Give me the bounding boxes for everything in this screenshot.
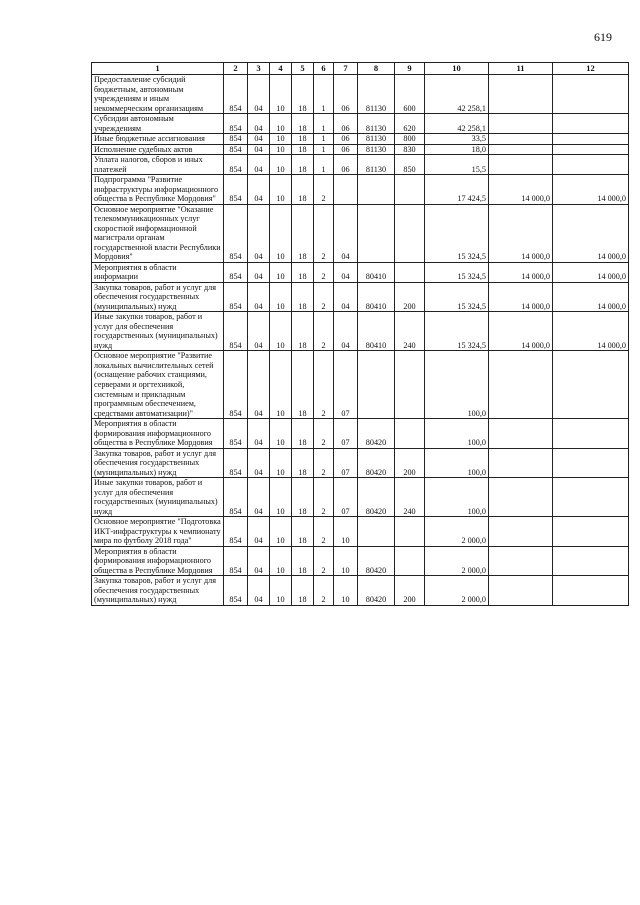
target-article-cell	[358, 517, 395, 547]
amount-col11-cell	[489, 75, 553, 114]
table-row	[92, 155, 629, 175]
code-6-cell: 2	[314, 517, 334, 547]
target-article-cell: 80410	[358, 312, 395, 351]
amount-col10-cell: 18,0	[425, 144, 489, 155]
column-header: 7	[334, 63, 358, 75]
budget-table	[91, 62, 629, 606]
column-header: 6	[314, 63, 334, 75]
column-header: 12	[553, 63, 629, 75]
name-cell: Иные закупки товаров, работ и услуг для обеспечения государственных (муниципальных) нужд	[92, 312, 224, 351]
code-5-cell: 18	[292, 75, 314, 114]
section-cell: 854	[224, 155, 248, 175]
amount-col11-cell: 14 000,0	[489, 312, 553, 351]
code-7-cell: 06	[334, 114, 358, 134]
code-7-cell: 04	[334, 204, 358, 262]
amount-col12-cell: 14 000,0	[553, 175, 629, 205]
target-article-cell: 81130	[358, 134, 395, 145]
code-4-cell: 10	[270, 144, 292, 155]
target-article-cell: 81130	[358, 144, 395, 155]
section-cell: 854	[224, 419, 248, 449]
code-3-cell: 04	[248, 155, 270, 175]
amount-col12-cell	[553, 134, 629, 145]
section-cell: 854	[224, 351, 248, 419]
expense-type-cell: 200	[395, 576, 425, 606]
target-article-cell: 80420	[358, 478, 395, 517]
amount-col11-cell	[489, 546, 553, 576]
code-6-cell: 2	[314, 448, 334, 478]
amount-col10-cell: 33,5	[425, 134, 489, 145]
code-6-cell: 2	[314, 312, 334, 351]
code-4-cell: 10	[270, 351, 292, 419]
table-row	[92, 546, 629, 576]
amount-col10-cell: 2 000,0	[425, 517, 489, 547]
code-6-cell: 2	[314, 351, 334, 419]
code-5-cell: 18	[292, 351, 314, 419]
code-4-cell: 10	[270, 175, 292, 205]
amount-col10-cell: 15 324,5	[425, 262, 489, 282]
table-row	[92, 262, 629, 282]
target-article-cell: 80420	[358, 576, 395, 606]
page-number: 619	[594, 30, 612, 44]
code-5-cell: 18	[292, 175, 314, 205]
expense-type-cell	[395, 175, 425, 205]
amount-col11-cell	[489, 419, 553, 449]
code-6-cell: 1	[314, 155, 334, 175]
code-6-cell: 2	[314, 262, 334, 282]
code-7-cell: 07	[334, 419, 358, 449]
expense-type-cell	[395, 419, 425, 449]
code-6-cell: 1	[314, 75, 334, 114]
amount-col12-cell	[553, 351, 629, 419]
expense-type-cell: 240	[395, 478, 425, 517]
code-5-cell: 18	[292, 114, 314, 134]
name-cell: Закупка товаров, работ и услуг для обеспечения государственных (муниципальных) нужд	[92, 576, 224, 606]
code-5-cell: 18	[292, 134, 314, 145]
code-3-cell: 04	[248, 175, 270, 205]
name-cell: Основное мероприятие "Оказание телекоммуникационных услуг скоростной информационной магистрали органам государственной власти Республики Мордовия"	[92, 204, 224, 262]
amount-col10-cell: 100,0	[425, 419, 489, 449]
code-6-cell: 2	[314, 282, 334, 312]
table-row	[92, 478, 629, 517]
section-cell: 854	[224, 114, 248, 134]
name-cell: Предоставление субсидий бюджетным, автономным учреждениям и иным некоммерческим организациям	[92, 75, 224, 114]
amount-col12-cell	[553, 114, 629, 134]
section-cell: 854	[224, 478, 248, 517]
code-3-cell: 04	[248, 204, 270, 262]
code-5-cell: 18	[292, 478, 314, 517]
target-article-cell: 80410	[358, 282, 395, 312]
amount-col12-cell	[553, 546, 629, 576]
section-cell: 854	[224, 546, 248, 576]
expense-type-cell	[395, 351, 425, 419]
table-row	[92, 134, 629, 145]
code-4-cell: 10	[270, 262, 292, 282]
code-7-cell: 04	[334, 262, 358, 282]
column-header: 11	[489, 63, 553, 75]
column-header: 8	[358, 63, 395, 75]
code-3-cell: 04	[248, 282, 270, 312]
amount-col11-cell	[489, 576, 553, 606]
expense-type-cell	[395, 262, 425, 282]
code-4-cell: 10	[270, 312, 292, 351]
name-cell: Основное мероприятие "Подготовка ИКТ-инфраструктуры к чемпионату мира по футболу 2018 года"	[92, 517, 224, 547]
table-row	[92, 517, 629, 547]
code-3-cell: 04	[248, 144, 270, 155]
table-row	[92, 282, 629, 312]
code-5-cell: 18	[292, 419, 314, 449]
code-6-cell: 2	[314, 576, 334, 606]
expense-type-cell: 200	[395, 448, 425, 478]
section-cell: 854	[224, 175, 248, 205]
code-7-cell: 07	[334, 478, 358, 517]
target-article-cell	[358, 351, 395, 419]
code-5-cell: 18	[292, 546, 314, 576]
amount-col11-cell	[489, 351, 553, 419]
code-3-cell: 04	[248, 351, 270, 419]
code-3-cell: 04	[248, 75, 270, 114]
amount-col10-cell: 15 324,5	[425, 204, 489, 262]
code-6-cell: 2	[314, 419, 334, 449]
target-article-cell: 81130	[358, 155, 395, 175]
amount-col10-cell: 15 324,5	[425, 282, 489, 312]
amount-col10-cell: 2 000,0	[425, 576, 489, 606]
name-cell: Субсидии автономным учреждениям	[92, 114, 224, 134]
amount-col12-cell	[553, 448, 629, 478]
section-cell: 854	[224, 312, 248, 351]
code-7-cell: 10	[334, 546, 358, 576]
expense-type-cell: 800	[395, 134, 425, 145]
section-cell: 854	[224, 282, 248, 312]
column-header: 9	[395, 63, 425, 75]
column-header: 10	[425, 63, 489, 75]
column-header: 5	[292, 63, 314, 75]
code-7-cell: 06	[334, 75, 358, 114]
amount-col12-cell	[553, 144, 629, 155]
amount-col11-cell	[489, 144, 553, 155]
expense-type-cell	[395, 204, 425, 262]
amount-col11-cell	[489, 448, 553, 478]
amount-col10-cell: 17 424,5	[425, 175, 489, 205]
code-4-cell: 10	[270, 448, 292, 478]
section-cell: 854	[224, 144, 248, 155]
code-4-cell: 10	[270, 282, 292, 312]
expense-type-cell	[395, 517, 425, 547]
code-3-cell: 04	[248, 419, 270, 449]
code-3-cell: 04	[248, 134, 270, 145]
table-row	[92, 351, 629, 419]
amount-col10-cell: 42 258,1	[425, 114, 489, 134]
code-5-cell: 18	[292, 282, 314, 312]
amount-col12-cell	[553, 155, 629, 175]
amount-col11-cell	[489, 134, 553, 145]
amount-col10-cell: 100,0	[425, 448, 489, 478]
code-7-cell: 06	[334, 134, 358, 145]
table-row	[92, 448, 629, 478]
name-cell: Уплата налогов, сборов и иных платежей	[92, 155, 224, 175]
code-5-cell: 18	[292, 576, 314, 606]
code-3-cell: 04	[248, 114, 270, 134]
amount-col12-cell	[553, 478, 629, 517]
code-6-cell: 1	[314, 134, 334, 145]
code-6-cell: 2	[314, 478, 334, 517]
table-row	[92, 114, 629, 134]
section-cell: 854	[224, 75, 248, 114]
amount-col11-cell	[489, 114, 553, 134]
code-3-cell: 04	[248, 262, 270, 282]
header-row	[92, 63, 629, 75]
target-article-cell	[358, 204, 395, 262]
code-5-cell: 18	[292, 448, 314, 478]
amount-col12-cell: 14 000,0	[553, 312, 629, 351]
section-cell: 854	[224, 262, 248, 282]
code-7-cell	[334, 175, 358, 205]
code-7-cell: 10	[334, 576, 358, 606]
table-body	[92, 75, 629, 606]
expense-type-cell: 600	[395, 75, 425, 114]
code-4-cell: 10	[270, 155, 292, 175]
name-cell: Иные бюджетные ассигнования	[92, 134, 224, 145]
amount-col11-cell	[489, 478, 553, 517]
name-cell: Иные закупки товаров, работ и услуг для обеспечения государственных (муниципальных) нужд	[92, 478, 224, 517]
table-row	[92, 144, 629, 155]
target-article-cell: 80420	[358, 448, 395, 478]
code-3-cell: 04	[248, 448, 270, 478]
code-6-cell: 2	[314, 546, 334, 576]
name-cell: Основное мероприятие "Развитие локальных вычислительных сетей (оснащение рабочих станциями, серверами и оргтехникой, системным и прикладным программным обеспечением, средствами автоматизации)"	[92, 351, 224, 419]
expense-type-cell: 850	[395, 155, 425, 175]
code-4-cell: 10	[270, 419, 292, 449]
code-3-cell: 04	[248, 576, 270, 606]
column-header: 4	[270, 63, 292, 75]
code-7-cell: 04	[334, 282, 358, 312]
section-cell: 854	[224, 517, 248, 547]
code-7-cell: 10	[334, 517, 358, 547]
section-cell: 854	[224, 204, 248, 262]
amount-col12-cell: 14 000,0	[553, 282, 629, 312]
code-6-cell: 1	[314, 114, 334, 134]
amount-col10-cell: 100,0	[425, 351, 489, 419]
amount-col12-cell: 14 000,0	[553, 262, 629, 282]
amount-col10-cell: 15,5	[425, 155, 489, 175]
amount-col12-cell	[553, 517, 629, 547]
amount-col11-cell: 14 000,0	[489, 262, 553, 282]
code-5-cell: 18	[292, 155, 314, 175]
table-row	[92, 312, 629, 351]
section-cell: 854	[224, 448, 248, 478]
table-row	[92, 419, 629, 449]
code-3-cell: 04	[248, 546, 270, 576]
amount-col11-cell: 14 000,0	[489, 175, 553, 205]
table-row	[92, 576, 629, 606]
amount-col11-cell: 14 000,0	[489, 204, 553, 262]
code-7-cell: 07	[334, 448, 358, 478]
target-article-cell: 80420	[358, 419, 395, 449]
expense-type-cell	[395, 546, 425, 576]
code-5-cell: 18	[292, 262, 314, 282]
code-4-cell: 10	[270, 517, 292, 547]
name-cell: Мероприятия в области формирования информационного общества в Республике Мордовия	[92, 419, 224, 449]
amount-col10-cell: 42 258,1	[425, 75, 489, 114]
name-cell: Мероприятия в области информации	[92, 262, 224, 282]
section-cell: 854	[224, 134, 248, 145]
table-row	[92, 175, 629, 205]
code-6-cell: 2	[314, 204, 334, 262]
code-4-cell: 10	[270, 114, 292, 134]
name-cell: Мероприятия в области формирования информационного общества в Республике Мордовия	[92, 546, 224, 576]
code-5-cell: 18	[292, 312, 314, 351]
code-6-cell: 2	[314, 175, 334, 205]
table-row	[92, 75, 629, 114]
code-7-cell: 06	[334, 155, 358, 175]
target-article-cell: 81130	[358, 75, 395, 114]
amount-col10-cell: 2 000,0	[425, 546, 489, 576]
expense-type-cell: 200	[395, 282, 425, 312]
code-7-cell: 06	[334, 144, 358, 155]
code-3-cell: 04	[248, 312, 270, 351]
code-7-cell: 07	[334, 351, 358, 419]
name-cell: Закупка товаров, работ и услуг для обеспечения государственных (муниципальных) нужд	[92, 282, 224, 312]
name-cell: Закупка товаров, работ и услуг для обеспечения государственных (муниципальных) нужд	[92, 448, 224, 478]
target-article-cell: 80420	[358, 546, 395, 576]
amount-col11-cell	[489, 155, 553, 175]
amount-col12-cell: 14 000,0	[553, 204, 629, 262]
code-4-cell: 10	[270, 204, 292, 262]
target-article-cell: 81130	[358, 114, 395, 134]
code-3-cell: 04	[248, 517, 270, 547]
column-header: 2	[224, 63, 248, 75]
target-article-cell: 80410	[358, 262, 395, 282]
code-4-cell: 10	[270, 546, 292, 576]
amount-col11-cell: 14 000,0	[489, 282, 553, 312]
code-4-cell: 10	[270, 134, 292, 145]
amount-col10-cell: 15 324,5	[425, 312, 489, 351]
expense-type-cell: 620	[395, 114, 425, 134]
amount-col10-cell: 100,0	[425, 478, 489, 517]
amount-col12-cell	[553, 419, 629, 449]
name-cell: Исполнение судебных актов	[92, 144, 224, 155]
amount-col12-cell	[553, 75, 629, 114]
name-cell: Подпрограмма "Развитие инфраструктуры информационного общества в Республике Мордовия"	[92, 175, 224, 205]
section-cell: 854	[224, 576, 248, 606]
amount-col12-cell	[553, 576, 629, 606]
table-row	[92, 204, 629, 262]
code-3-cell: 04	[248, 478, 270, 517]
expense-type-cell: 830	[395, 144, 425, 155]
column-header: 3	[248, 63, 270, 75]
code-6-cell: 1	[314, 144, 334, 155]
code-7-cell: 04	[334, 312, 358, 351]
code-4-cell: 10	[270, 576, 292, 606]
code-4-cell: 10	[270, 478, 292, 517]
column-header: 1	[92, 63, 224, 75]
expense-type-cell: 240	[395, 312, 425, 351]
target-article-cell	[358, 175, 395, 205]
code-4-cell: 10	[270, 75, 292, 114]
code-5-cell: 18	[292, 517, 314, 547]
code-5-cell: 18	[292, 204, 314, 262]
amount-col11-cell	[489, 517, 553, 547]
code-5-cell: 18	[292, 144, 314, 155]
